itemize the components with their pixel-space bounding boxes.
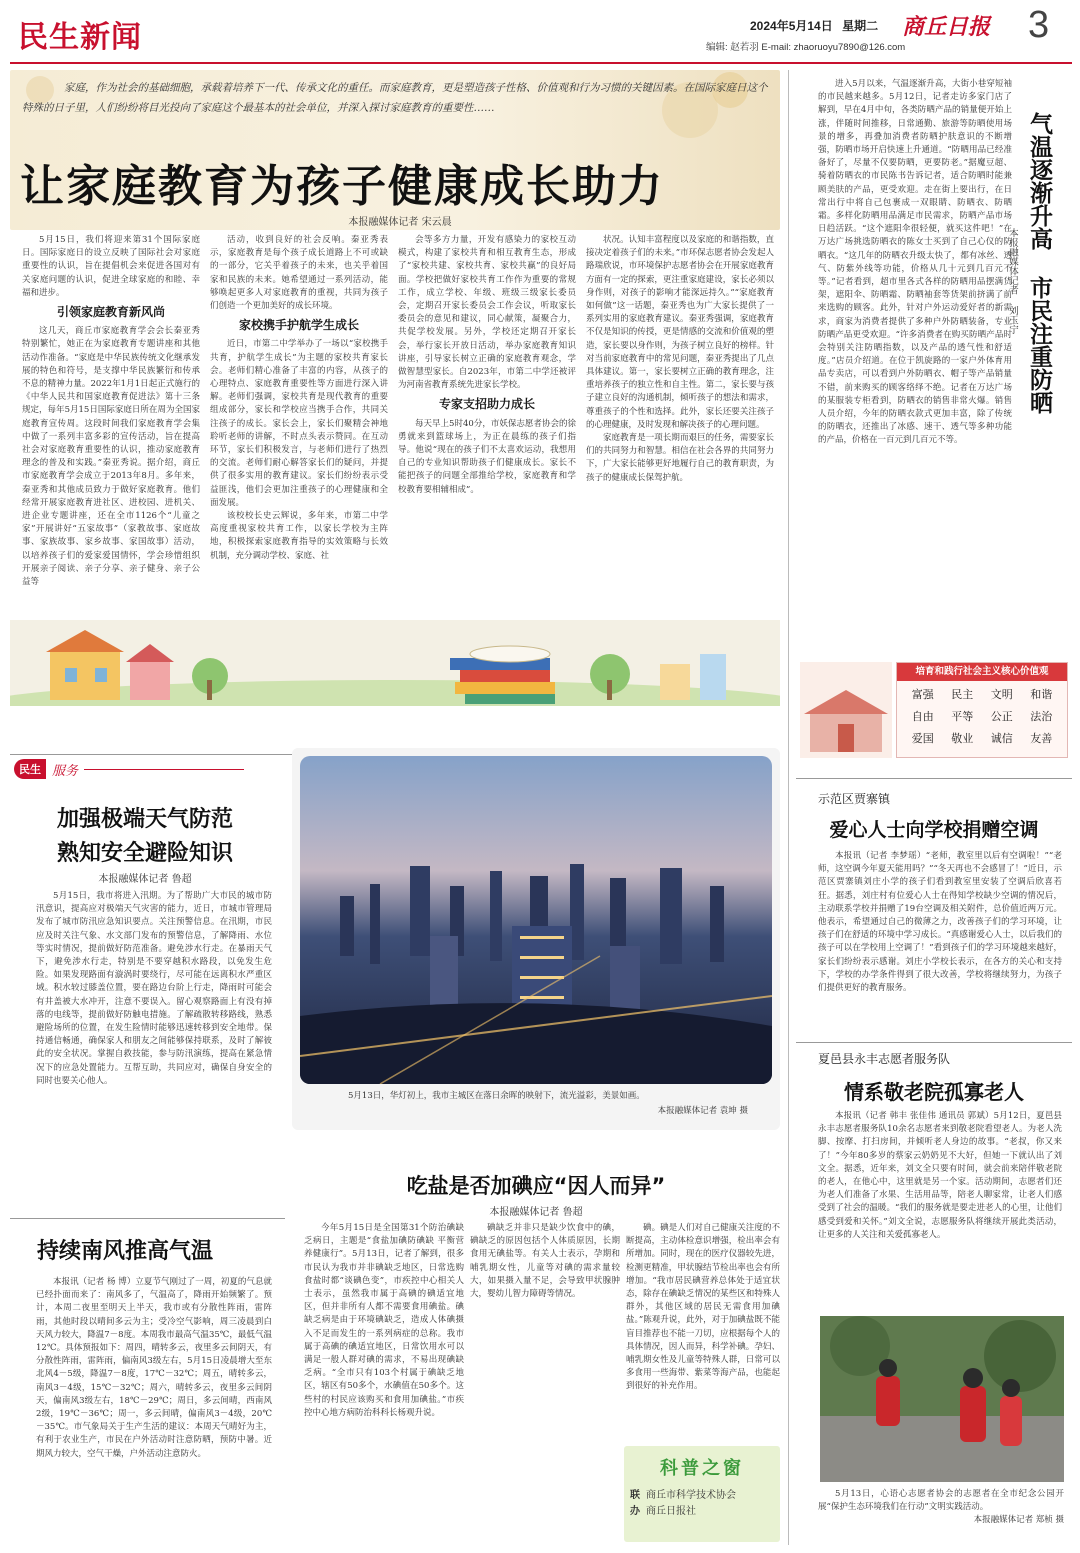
climate-headline: 气温逐渐升高 市民注重防晒 bbox=[1026, 112, 1052, 414]
value-item: 爱国 bbox=[911, 732, 934, 745]
value-item: 法治 bbox=[1030, 710, 1053, 723]
lead-col3b-para: 每天早上5时40分，市妖保志愿者协会的徐勇就来到篮球场上，为正在晨练的孩子们指导。他说“现在的孩子们不太喜欢运动，我想用自己的专业知识帮助孩子们健康成长。家长不能把孩子的问题全部推给学校，家庭教育和学校教育要相辅相成”。 bbox=[398, 418, 576, 495]
donate-body: 本报讯（记者 李梦瑶）“老师，教室里以后有空调啦！”“老师，这空调今年夏天能用吗？”“冬天再也不会感冒了！”近日，示范区贾寨镇刘庄小学的孩子们看到教室里安装了空调后欣喜若狂。据悉，刘庄村有位爱心人士在得知学校缺少空调的情况后，主动联系学校并捐赠了19台空调及相关附件，总价值近两万元。他表示，希望通过自己的微薄之力，改善孩子们的学习环境，让孩子们在舒适的环境中学习成长。“真感谢爱心人士，以后我们的孩子可以在学校用上空调了！”看到孩子们的学习环境越来越好，家长们纷纷表示感谢。刘庄小学校长表示，在各方的关心和支持下，学校的办学条件得到了很大改善，学校将继续努力，为孩子们提供更好的教育服务。 bbox=[818, 851, 1062, 994]
lead-col2-para: 活动，收到良好的社会反响。秦亚秀表示，家庭教育是每个孩子成长道路上不可或缺的一部分，它关乎着孩子的未来，也关乎着国家和民族的未来。她希望通过一系列活动，能够唤起更多人对家庭教育的重视，共同为孩子们创造一个更加美好的成长环境。 bbox=[210, 235, 388, 312]
lead-column-4 bbox=[586, 234, 774, 619]
volunteer-photo bbox=[820, 1316, 1064, 1482]
lead-headline: 让家庭教育为孩子健康成长助力 bbox=[20, 161, 664, 212]
value-item: 民主 bbox=[951, 688, 974, 701]
lead-intro: 家庭，作为社会的基础细胞，承载着培养下一代、传承文化的重任。而家庭教育，更是塑造孩子性格、价值观和行为习惯的关键因素。在国际家庭日这个特殊的日子里，人们纷纷将目光投向了家庭这个最基本的社会单位，并深入探讨家庭教育的重要性…… bbox=[22, 82, 768, 114]
city-credit: 本报融媒体记者 袁坤 摄 bbox=[657, 1106, 748, 1116]
volunteer-credit: 本报融媒体记者 郑桢 摄 bbox=[973, 1515, 1064, 1526]
lead-subhead-3: 专家支招助力成长 bbox=[438, 397, 535, 412]
lead-col1b-para: 这几天，商丘市家庭教育学会会长秦亚秀特别繁忙，她正在为家庭教育专题讲座和其他活动作准备。“家庭是中华民族传统文化继承发展的特色和符号，是支撑中华民族繁衍和传承不息的精神力量。2022年1月1日起正式施行的《中华人民共和国家庭教育促进法》第十三条规定，每年5月15日国际家庭日所在周为全国家庭教育宣传周。这段时间我们家庭教育学会集中做了一系列丰富多彩的宣传活动，旨在提高社会对家庭教育重要性的认识，推动家庭教育理念的普及和实践。”秦亚秀说。据介绍，商丘市家庭教育学会成立于2013年8月。多年来，秦亚秀和其他成员致力于做好家庭教育。他们经常开展家庭教育进社区、进校园、进机关、进企业专题讲座，还在全市1126个“儿童之家”开展讲好“五家故事”（家教故事、家庭故事、家族故事、家乡故事、家国故事）活动，以培养孩子们的爱家爱国情怀，学会珍惜组织开展亲子阅读、亲子分享、亲子健身、亲子公益等 bbox=[22, 326, 200, 588]
service-body: 5月15日，我市将进入汛期。为了帮助广大市民的城市防汛意识，提高应对极端天气灾害的能力，近日，市城市管理局发布了城市防汛应急知识要点。关注预警信息。在汛期，市民应及时关注气象、水文部门发布的预警信息，了解降雨、水位等实时情况，提前做好防范准备。避免涉水行走。在暴雨天气下，避免涉水行走，特别是不要穿越积水路段，以免发生危险。如果发现路面有漩涡时要绕行，尽可能在远离积水严重区域。积水较过膝盖位置，要在路边台阶上行走，降雨时可能会有井盖被大水冲开，注意不要误入。留心观察路面上有没有掉落的电线等，提前做好防触电措施。了解疏散转移路线，熟悉避险场所的位置，在发生险情时能够迅速转移到安全地带。保持通信畅通，确保家人和朋友之间能够保持联系，及时了解彼此的安全状况。掌握自救技能，参与防汛演练，提高在紧急情况下的应急处置能力。互帮互助，共同应对，确保自身安全的同时也要关心他人。 bbox=[36, 891, 272, 1086]
salt-byline: 本报融媒体记者 鲁超 bbox=[489, 1207, 583, 1218]
city-caption-text: 5月13日，华灯初上，我市主城区在落日余晖的映射下，流光溢彩，美景如画。 bbox=[348, 1091, 645, 1101]
service-headline-1: 加强极端天气防范 bbox=[56, 807, 233, 832]
section-title: 民生新闻 bbox=[18, 20, 142, 55]
lead-col4b-para: 家庭教育是一项长期而艰巨的任务，需要家长们的共同努力和智慧。相信在社会各界的共同努力下，广大家长能够更好地履行自己的教育职责，为孩子的健康成长保驾护航。 bbox=[586, 433, 774, 483]
elder-kicker: 夏邑县永丰志愿者服务队 bbox=[818, 1052, 951, 1066]
right-rule-2 bbox=[796, 1042, 1072, 1043]
service-tag bbox=[14, 758, 244, 780]
science-orgs bbox=[646, 1488, 736, 1520]
tiananmen-icon bbox=[800, 662, 892, 758]
newspaper-logo: 商丘日报 bbox=[902, 14, 991, 40]
climate-byline: 本报融媒体记者 刘玉宁 bbox=[1007, 228, 1018, 334]
science-org-2: 商丘日报社 bbox=[646, 1506, 696, 1517]
page-number: 3 bbox=[1028, 4, 1050, 46]
service-byline: 本报融媒体记者 鲁超 bbox=[98, 874, 192, 885]
value-item: 文明 bbox=[990, 688, 1013, 701]
value-item: 敬业 bbox=[951, 732, 974, 745]
science-window bbox=[624, 1446, 780, 1542]
donate-headline: 爱心人士向学校捐赠空调 bbox=[829, 819, 1039, 841]
school-books-illustration-icon bbox=[10, 620, 780, 706]
lead-illustration bbox=[10, 620, 780, 706]
lead-col4-para: 状况。认知丰富程度以及家庭的和谐指数，直接决定着孩子们的未来。”市环保志愿者协会发起人路瑞欣说，市环境保护志愿者协会在开展家庭教育方面有一定的探索，更注重家庭建设，家长必须以身作则，对孩子的影响才能深远持久。”“家庭教育如何做”这一话题，秦亚秀也为广大家长提供了一系列实用的家庭教育建议。秦亚秀强调，家庭教育不仅是知识的传授，更是情感的交流和价值观的塑造，家长要以身作则，为孩子树立良好的榜样。针对当前家庭教育中的常见问题，秦亚秀提出了几点具体建议。第一，家长要树立正确的教育理念，注重培养孩子的独立性和自主性。第二，家长要与孩子建立良好的沟通机制，倾听孩子的想法和需求，尊重孩子的个性和选择。此外，家长还要关注孩子的心理健康，及时发现和解决孩子的心理问题。 bbox=[586, 235, 774, 430]
service-tag-label: 民生 bbox=[14, 759, 46, 779]
value-item: 富强 bbox=[911, 688, 934, 701]
header-date bbox=[750, 17, 878, 34]
science-org-1: 商丘市科学技术协会 bbox=[646, 1490, 736, 1501]
science-title: 科普之窗 bbox=[660, 1458, 744, 1479]
lead-col2b-para: 近日，市第二中学举办了一场以“家校携手共育，护航学生成长”为主题的家校共育家长会。老师们精心准备了丰富的内容，从孩子的心理特点、家庭教育重要性等方面进行深入讲解。老师们强调，家校共育是现代教育的重要组成部分，家长和学校应当携手合作，共同关注孩子的成长。家长会上，家长们聚精会神地聆听老师的讲解，不时点头表示赞同。在互动环节，家长们积极发言，与老师们进行了热烈的交流。老师们耐心解答家长们的疑问，并提供了很多实用的教育建议。家长们纷纷表示受益匪浅，他们会更加注重孩子的心理健康和全面发展。 bbox=[210, 339, 388, 508]
salt-headline: 吃盐是否加碘应“因人而异” bbox=[406, 1174, 666, 1198]
lead-column-1 bbox=[22, 234, 200, 634]
donate-kicker: 示范区贾寨镇 bbox=[818, 792, 891, 806]
city-photo-caption bbox=[348, 1090, 748, 1118]
core-values-grid bbox=[897, 681, 1067, 753]
science-label-1: 联 bbox=[630, 1490, 640, 1501]
value-item: 友善 bbox=[1030, 732, 1053, 745]
service-tag-label-2: 服务 bbox=[52, 763, 79, 779]
science-label-2: 办 bbox=[630, 1506, 640, 1517]
city-skyline-icon bbox=[300, 756, 772, 1084]
lead-col2c-para: 该校校长史云辉说，多年来，市第二中学高度重视家校共育工作，以家长学校为主阵地，积极探索家庭教育指导的实效策略与长效机制，充分调动学校、家庭、社 bbox=[210, 511, 388, 561]
service-headline-2: 熟知安全避险知识 bbox=[56, 841, 233, 866]
wind-body: 本报讯（记者 杨 博）立夏节气刚过了一周，初夏的气息就已经扑面而来了：南风多了，气温高了，降雨开始频繁了。预计，本周二夜里至明天上半天，我市或有分散性阵雨，雷阵雨，其他时段以晴间多云为主；受冷空气影响，周三凌晨到白天风力较大，降温7－8度。本周我市最高气温35℃，最低气温12℃。具体预报如下：周四，晴转多云，夜里多云间阴天，有分散性阵雨，雷阵雨，偏南风3级左右，5月15日凌晨增大至东北风4－5级，降温7－8度，17℃－32℃；周五，晴转多云，南风3－4级，15℃－32℃；周六，晴转多云，夜里多云间阴天，偏南风3级左右，18℃－29℃；周日，多云间晴，西南风2级，19℃－36℃；周一，多云间晴，偏南风3－4级，20℃－35℃。市气象局关于生产生活的建议：本周天气晴好为主，有利于农业生产，市民在户外活动时注意防晒，预防中暑。近期风力较大，空气干燥，户外活动注意防火。 bbox=[36, 1277, 272, 1459]
salt-column-2: 碘缺乏并非只是缺少饮食中的碘，碘缺乏的原因包括个人体质原因，长期食用无碘盐等。有关人士表示，孕期和哺乳期女性，儿童等对碘的需求量较大，如果摄入量不足，会导致甲状腺肿大，婴幼儿智力障碍等情况。 bbox=[470, 1223, 620, 1300]
editor-line: 编辑: 赵若羽 E-mail: zhaoruoyu7890@126.com bbox=[706, 42, 906, 53]
great-wall-illustration bbox=[800, 662, 892, 758]
lead-column-2 bbox=[210, 234, 388, 634]
service-tag-line bbox=[84, 769, 244, 770]
value-item: 平等 bbox=[951, 710, 974, 723]
value-item: 自由 bbox=[911, 710, 934, 723]
right-rule-1 bbox=[796, 778, 1072, 779]
volunteer-caption bbox=[818, 1488, 1064, 1548]
lead-subhead-1: 引领家庭教育新风尚 bbox=[56, 305, 165, 320]
right-divider bbox=[788, 70, 789, 1545]
climate-body: 进入5月以来，气温逐渐升高，大街小巷穿短袖的市民越来越多。5月12日，记者走访多家门店了解到，早在4月中旬，各类防晒产品的销量便开始上涨，伴随时间推移，日常通勤、旅游等防晒使用场景的增多，再叠加消费者防晒护肤意识的不断增强，防晒市场开启快速上升通道。“防晒用品已经准备好了，尽量不仅要防晒，更要防老。”据魔豆超、骑着防晒衣的市民陈书告诉记者，适合防晒时能兼顾美肤的产品，更受欢迎。走在街上要出行，在日常出行中将自己包裹成一双眼睛、防晒衣、防晒霜。多样化防晒用品满足市民需求，防晒产品市场日趋活跃。“这个遮阳伞很轻便，就买这件吧！”在万达广场挑选防晒衣的陈女士买到了自己心仪的防晒衣。“这几年的防晒衣升级太快了，都有冰丝、透气、防紫外线等功能，价格从几十元到几百元不等。”记者看到，超市里各式各样的防晒用品摆满货架，遮阳伞、防晒霜、防晒袖套等货架前挤满了前来选购的顾客。此外，针对户外运动爱好者的新需求，商家为消费者提供了多种户外防晒装备，专业防晒产品更受欢迎。“许多消费者在购买防晒产品时会特别关注防晒指数，以及产品的透气性和舒适度。”店员介绍道。在位于凯旋路的一家户外体育用品专卖店，可以看到户外防晒衣、帽子等产品销量不错，前来购买的顾客络绎不绝。记者在万达广场的某服装专柜看到，防晒衣的销售非常火爆。销售人员介绍，今年的防晒衣款式更加丰富，除了传统的防晒衣，还推出了冰感、速干、透气等多种功能的产品，价格在一百元到几百元不等。 bbox=[818, 79, 1012, 446]
lead-column-3 bbox=[398, 234, 576, 634]
header-rule bbox=[10, 62, 1072, 64]
volunteer-photo-icon bbox=[820, 1316, 1064, 1482]
lead-col3-para: 会等多方力量，开发有感染力的家校互动模式，构建了家校共育和相互教育生态，形成了“家校共建、家校共育、家校共赢”的良好局面。学校把做好家校共育工作作为重要的常规工作，成立学校、年级、班级三级家长委员会，定期召开家长委员会工作会议，听取家长委员会的意见和建议，同心献策，凝聚合力，共促学校发展。另外，学校还定期召开家长会，举行家长开放日活动，举办家庭教育知识讲座，引导家长树立正确的家庭教育观念，学做智慧型家长。自2023年，市第二中学还被评为河南省教育系统先进家长学校。 bbox=[398, 235, 576, 391]
left-rule bbox=[10, 1218, 285, 1219]
city-photo-frame bbox=[292, 748, 780, 1130]
science-organizers bbox=[630, 1488, 774, 1520]
lead-col1-para: 5月15日，我们将迎来第31个国际家庭日。国际家庭日的设立反映了国际社会对家庭重要性的认识，旨在提倡机会来促进各国对有关家庭问题的认识，促进全球家庭的和睦、幸福和进步。 bbox=[22, 235, 200, 298]
salt-column-1: 今年5月15日是全国第31个防治碘缺乏病日，主题是“食盐加碘防碘缺 平衡营养健康行”。5月13日，记者了解到，很多市民认为我市并非碘缺乏地区，日常选购食盐时都“谈碘色变”，市疾控中心相关人士表示，虽然我市属于高碘的碘适宜地区，但并非所有人都不需要食用碘盐。碘缺乏病是由于环境碘缺乏，造成人体碘摄入不足而发生的一系列病症的总称。我市属于高碘的碘适宜地区，日常饮用水可以满足一般人群对碘的需求，不易出现碘缺乏病。“全市只有103个村属于碘缺乏地区，辖区有50多个，水碘值在50多个。这些村的村民应该购买和食用加碘盐。”市疾控中心地方病防治科科长杨观升说。 bbox=[304, 1223, 464, 1418]
wind-headline: 持续南风推高气温 bbox=[36, 1239, 213, 1264]
value-item: 公正 bbox=[990, 710, 1013, 723]
date-text: 2024年5月14日 bbox=[750, 19, 833, 33]
city-night-photo bbox=[300, 756, 772, 1084]
core-values-box bbox=[896, 662, 1068, 758]
lead-byline: 本报融媒体记者 宋云晨 bbox=[348, 217, 452, 228]
weekday-text: 星期二 bbox=[842, 19, 879, 33]
elder-body: 本报讯（记者 韩丰 张佳伟 通讯员 郭斌）5月12日，夏邑县永丰志愿者服务队10余名志愿者来到敬老院看望老人。为老人洗脚、按摩、打扫房间，并倾听老人身边的故事。“老叔，你又来了！”今年80多岁的蔡家云奶奶见不大好，但她一下就认出了刘文全。据悉，近年来，刘文全只要有时间，就会前来陪伴敬老院的老人，在他心中，这里就是另一个家。活动期间，志愿者们还为老人们准备了水果、生活用品等，陪老人聊家常，让老人们感受到了社会的温暖。“我们的服务就是要走进老人的心里，让他们感受到爱和关怀。”刘文全说，志愿服务队将继续开展此类活动，让更多的人关注和关爱孤寡老人。 bbox=[818, 1111, 1062, 1240]
page-header bbox=[0, 0, 1080, 64]
lead-subhead-2: 家校携手护航学生成长 bbox=[238, 318, 359, 333]
value-item: 诚信 bbox=[990, 732, 1013, 745]
volunteer-caption-text: 5月13日，心语心志愿者协会的志愿者在全市纪念公园开展“保护生态环境我们在行动”文明实践活动。 bbox=[818, 1489, 1064, 1513]
salt-column-3: 碘。碘是人们对自己健康关注度的不断提高，主动体检意识增强，检出率会有所增加。同时，现在的医疗仪器较先进，检测更精准，甲状腺结节检出率也会有所增加。“我市居民碘营养总体处于适宜状态，除存在碘缺乏情况的某些区和特殊人群外，其他区域的居民无需食用加碘盐。”陈观升说，此外，对于加碘盐既不能盲目推荐也不能一刀切，应根据每个人的具体情况，因人而异，科学补碘。孕妇、哺乳期女性及儿童等特殊人群，日常可以多食用一些海带、紫菜等海产品，也能起到很好的补充作用。 bbox=[626, 1223, 780, 1392]
value-item: 和谐 bbox=[1030, 688, 1053, 701]
core-values-title: 培育和践行社会主义核心价值观 bbox=[897, 663, 1067, 681]
elder-headline: 情系敬老院孤寡老人 bbox=[844, 1080, 1024, 1104]
science-label bbox=[630, 1488, 640, 1520]
